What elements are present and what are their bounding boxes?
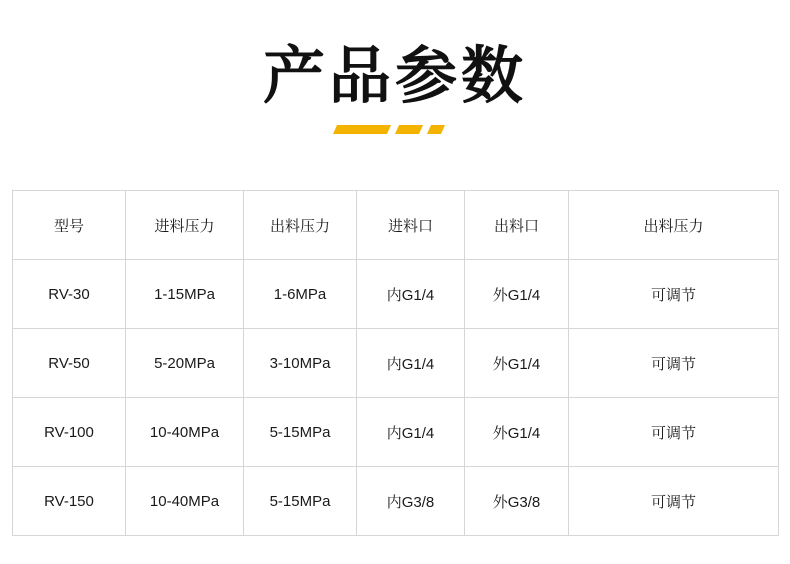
page-title: 产品参数: [262, 42, 527, 111]
cell-outlet-pressure: 1-6MPa: [244, 260, 357, 329]
spec-table: [12, 190, 779, 536]
table-row: [13, 329, 779, 398]
column-header-inlet-port: 进料口: [357, 191, 465, 260]
accent-stripes-decoration: [335, 125, 455, 143]
cell-inlet-pressure: 1-15MPa: [126, 260, 244, 329]
table-header-row: [13, 191, 779, 260]
cell-inlet-port: 内G3/8: [357, 467, 465, 536]
cell-inlet-pressure: 5-20MPa: [126, 329, 244, 398]
accent-stripe-2: [395, 125, 423, 134]
cell-outlet-port: 外G3/8: [465, 467, 569, 536]
cell-inlet-port: 内G1/4: [357, 329, 465, 398]
column-header-outlet-pressure: 出料压力: [244, 191, 357, 260]
cell-model: RV-150: [13, 467, 126, 536]
column-header-inlet-pressure: 进料压力: [126, 191, 244, 260]
table-row: [13, 467, 779, 536]
cell-inlet-pressure: 10-40MPa: [126, 398, 244, 467]
cell-outlet-port: 外G1/4: [465, 398, 569, 467]
cell-outlet-port: 外G1/4: [465, 260, 569, 329]
table-row: [13, 260, 779, 329]
cell-model: RV-50: [13, 329, 126, 398]
column-header-outlet-port: 出料口: [465, 191, 569, 260]
table-row: [13, 398, 779, 467]
column-header-model: 型号: [13, 191, 126, 260]
column-header-outlet-pressure-adjust: 出料压力: [569, 191, 779, 260]
cell-inlet-port: 内G1/4: [357, 398, 465, 467]
accent-stripe-1: [333, 125, 391, 134]
cell-model: RV-30: [13, 260, 126, 329]
cell-adjustable: 可调节: [569, 329, 779, 398]
cell-outlet-pressure: 3-10MPa: [244, 329, 357, 398]
cell-outlet-port: 外G1/4: [465, 329, 569, 398]
cell-outlet-pressure: 5-15MPa: [244, 398, 357, 467]
title-block: [0, 0, 790, 143]
cell-adjustable: 可调节: [569, 398, 779, 467]
cell-model: RV-100: [13, 398, 126, 467]
accent-stripe-3: [427, 125, 445, 134]
cell-adjustable: 可调节: [569, 260, 779, 329]
cell-outlet-pressure: 5-15MPa: [244, 467, 357, 536]
cell-adjustable: 可调节: [569, 467, 779, 536]
cell-inlet-pressure: 10-40MPa: [126, 467, 244, 536]
spec-table-wrapper: [12, 190, 778, 536]
cell-inlet-port: 内G1/4: [357, 260, 465, 329]
